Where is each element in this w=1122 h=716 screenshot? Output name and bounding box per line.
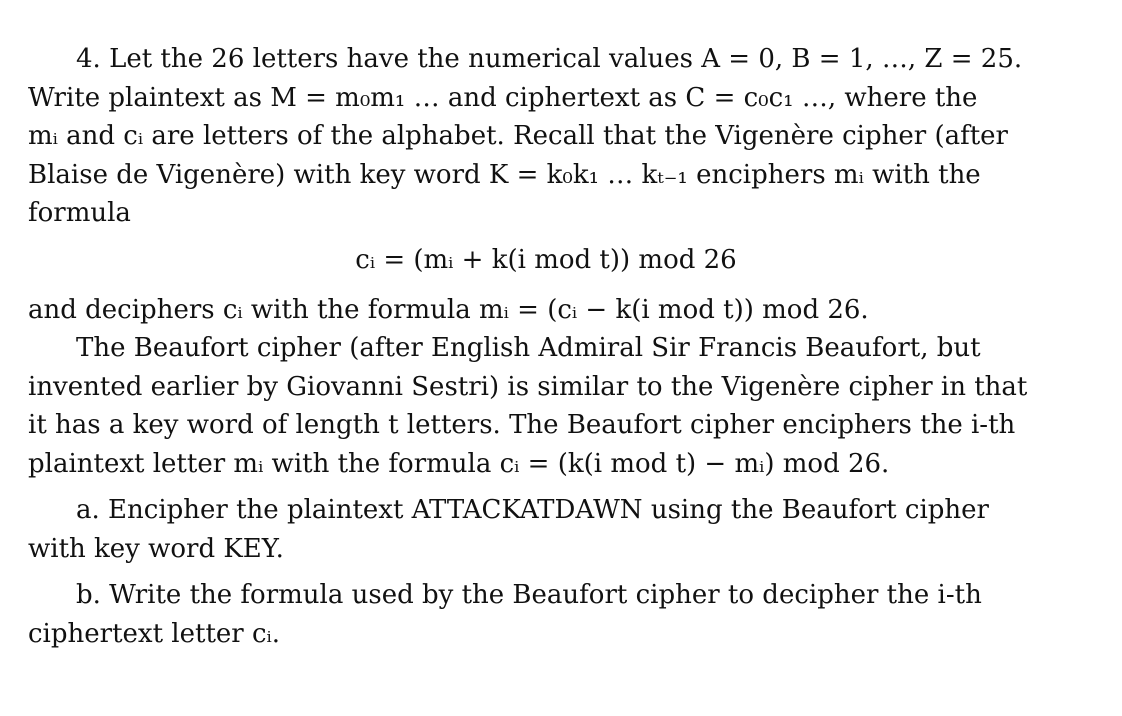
part-b-line-2: ciphertext letter cᵢ. bbox=[28, 618, 281, 649]
intro-line-3: mᵢ and cᵢ are letters of the alphabet. Recall that the Vigenère cipher (after bbox=[28, 121, 1008, 151]
part-a-line-1: a. Encipher the plaintext ATTACKATDAWN using the Beaufort cipher bbox=[76, 495, 989, 525]
beaufort-line-3: it has a key word of length t letters. The Beaufort cipher enciphers the i-th bbox=[28, 410, 1016, 440]
intro-line-2: Write plaintext as M = m₀m₁ … and ciphertext as C = c₀c₁ …, where the bbox=[28, 82, 978, 113]
part-b-line-1: b. Write the formula used by the Beaufort cipher to decipher the i-th bbox=[76, 580, 982, 610]
beaufort-line-4: plaintext letter mᵢ with the formula cᵢ = (k(i mod t) − mᵢ) mod 26. bbox=[28, 448, 890, 479]
problem-text bbox=[28, 40, 1064, 653]
vigenere-encipher-formula: cᵢ = (mᵢ + k(i mod t)) mod 26 bbox=[355, 244, 737, 275]
beaufort-line-2: invented earlier by Giovanni Sestri) is similar to the Vigenère cipher in that bbox=[28, 371, 1028, 402]
part-a-line-2: with key word KEY. bbox=[28, 533, 284, 564]
part-b bbox=[28, 576, 1064, 653]
decipher-line: and deciphers cᵢ with the formula mᵢ = (cᵢ − k(i mod t)) mod 26. bbox=[28, 294, 869, 325]
intro-line-1: 4. Let the 26 letters have the numerical values A = 0, B = 1, …, Z = 25. bbox=[76, 44, 1023, 74]
beaufort-line-1: The Beaufort cipher (after English Admiral Sir Francis Beaufort, but bbox=[76, 333, 981, 363]
intro-paragraph bbox=[28, 40, 1064, 233]
intro-line-5: formula bbox=[28, 198, 131, 228]
intro-line-4: Blaise de Vigenère) with key word K = k₀k₁ … kₜ₋₁ enciphers mᵢ with the bbox=[28, 159, 981, 190]
part-a bbox=[28, 491, 1064, 568]
beaufort-paragraph bbox=[28, 329, 1064, 483]
